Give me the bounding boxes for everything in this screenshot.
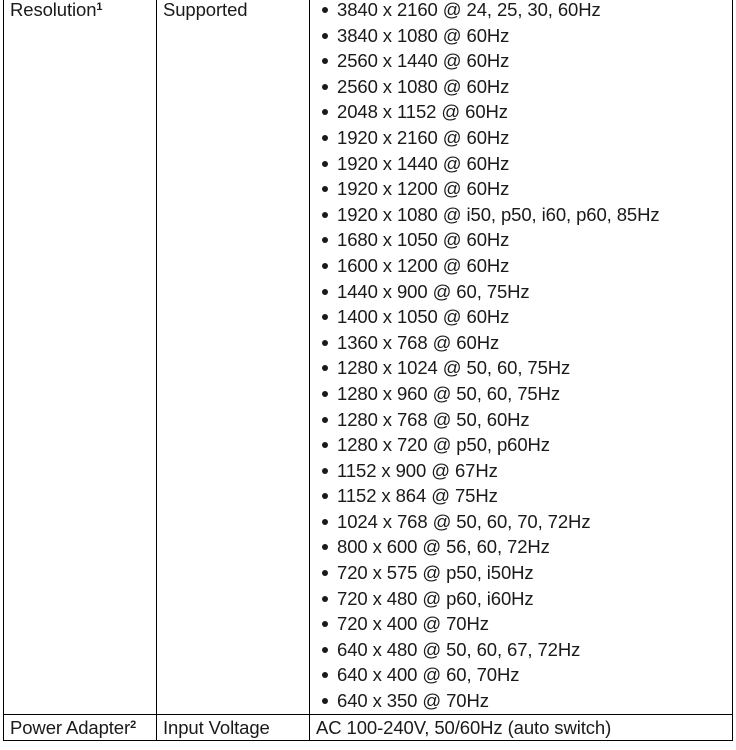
resolution-label-cell [4,0,157,714]
resolution-item: 1024 x 768 @ 50, 60, 70, 72Hz [316,509,726,535]
resolution-subtype-cell [157,0,310,714]
resolution-item: 1360 x 768 @ 60Hz [316,330,726,356]
resolution-item: 3840 x 1080 @ 60Hz [316,23,726,49]
resolution-item: 1152 x 864 @ 75Hz [316,483,726,509]
resolution-item: 1280 x 960 @ 50, 60, 75Hz [316,381,726,407]
resolution-item: 1920 x 1200 @ 60Hz [316,176,726,202]
resolution-item: 640 x 400 @ 60, 70Hz [316,662,726,688]
resolution-item: 640 x 480 @ 50, 60, 67, 72Hz [316,637,726,663]
resolution-item: 1920 x 2160 @ 60Hz [316,125,726,151]
resolution-item: 800 x 600 @ 56, 60, 72Hz [316,534,726,560]
power-adapter-value: AC 100-240V, 50/60Hz (auto switch) [316,716,612,738]
resolution-item: 2560 x 1080 @ 60Hz [316,74,726,100]
resolution-item: 1400 x 1050 @ 60Hz [316,304,726,330]
resolution-item: 3840 x 2160 @ 24, 25, 30, 60Hz [316,0,726,23]
power-adapter-footnote: 2 [130,718,137,731]
power-adapter-value-cell [310,714,733,741]
resolution-item: 1280 x 720 @ p50, p60Hz [316,432,726,458]
power-adapter-label: Power Adapter [10,716,131,738]
resolution-item: 1280 x 1024 @ 50, 60, 75Hz [316,355,726,381]
resolution-item: 1280 x 768 @ 50, 60Hz [316,407,726,433]
power-adapter-subtype-cell [157,714,310,741]
resolution-item: 1920 x 1080 @ i50, p50, i60, p60, 85Hz [316,202,726,228]
resolution-item: 720 x 575 @ p50, i50Hz [316,560,726,586]
resolution-item: 1152 x 900 @ 67Hz [316,458,726,484]
resolution-item: 1920 x 1440 @ 60Hz [316,151,726,177]
resolution-item: 720 x 480 @ p60, i60Hz [316,586,726,612]
resolution-item: 2048 x 1152 @ 60Hz [316,99,726,125]
resolution-footnote: 1 [96,0,103,13]
power-adapter-row [4,714,733,741]
resolution-row [4,0,733,714]
resolution-list [316,0,726,714]
resolution-item: 1600 x 1200 @ 60Hz [316,253,726,279]
resolution-label: Resolution [10,0,97,20]
resolution-item: 720 x 400 @ 70Hz [316,611,726,637]
resolution-item: 640 x 350 @ 70Hz [316,688,726,714]
resolution-subtype: Supported [163,0,248,20]
resolution-item: 1440 x 900 @ 60, 75Hz [316,279,726,305]
power-adapter-label-cell [4,714,157,741]
resolution-values-cell [310,0,733,714]
resolution-item: 1680 x 1050 @ 60Hz [316,227,726,253]
resolution-item: 2560 x 1440 @ 60Hz [316,48,726,74]
power-adapter-subtype: Input Voltage [163,716,270,738]
spec-table [3,0,733,741]
